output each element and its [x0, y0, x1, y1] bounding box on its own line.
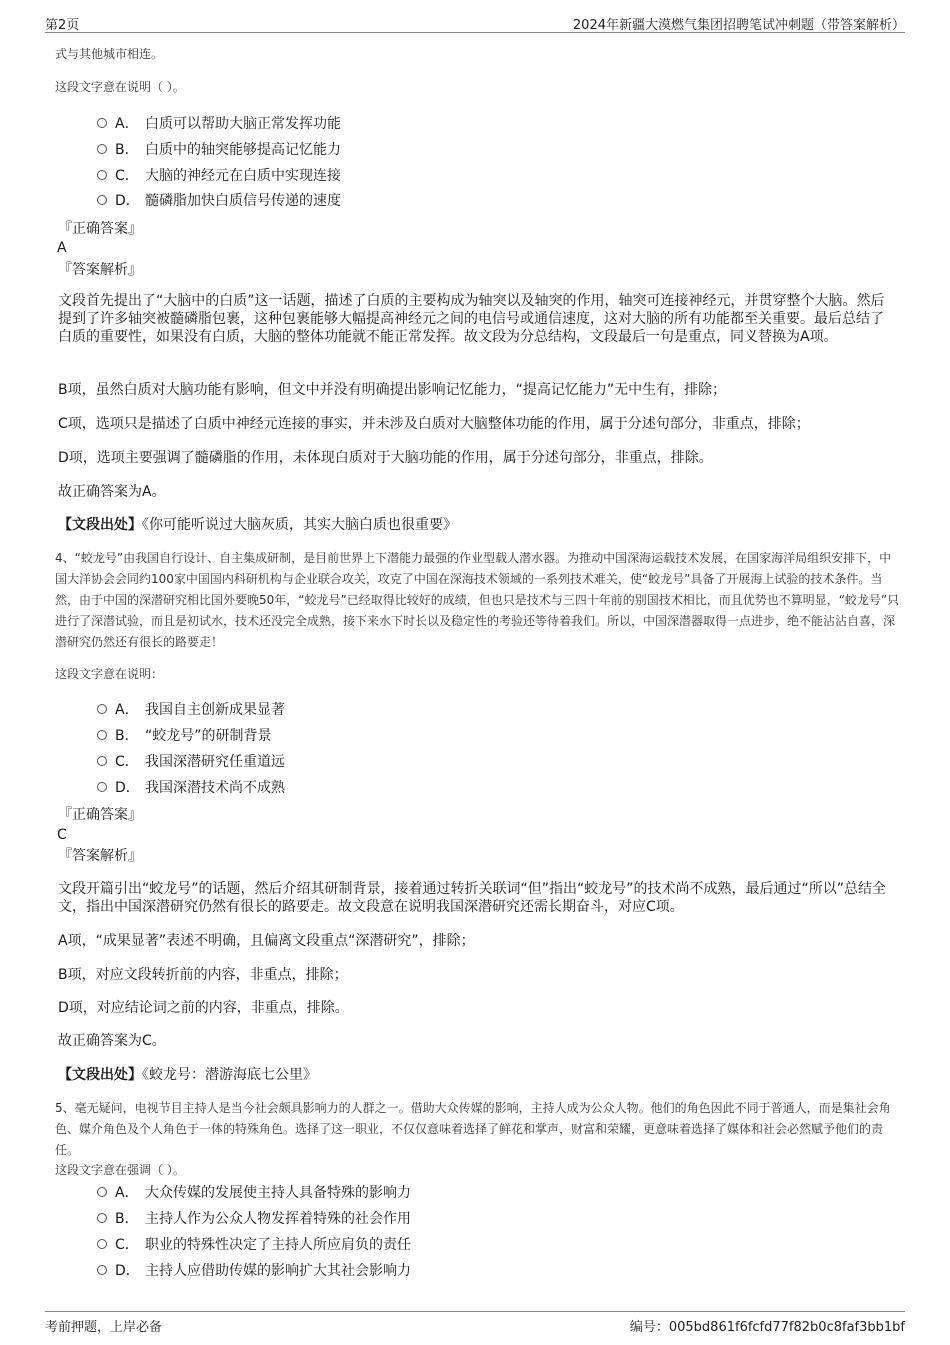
- q5-prompt: 这段文字意在强调（ ）。: [55, 1163, 185, 1177]
- source-text: 《你可能听说过大脑灰质，其实大脑白质也很重要》: [142, 517, 457, 533]
- q3-option-b[interactable]: B． 白质中的轴突能够提高记忆能力: [97, 139, 341, 161]
- q4-option-c[interactable]: C． 我国深潜研究任重道远: [97, 751, 285, 773]
- q5-option-c[interactable]: C． 职业的特殊性决定了主持人所应肩负的责任: [97, 1234, 411, 1256]
- q4-analysis-paragraph: 故正确答案为C。: [58, 1033, 166, 1049]
- q3-option-a[interactable]: A． 白质可以帮助大脑正常发挥功能: [97, 113, 341, 135]
- page-footer: [45, 1311, 905, 1336]
- q4-prompt: 这段文字意在说明：: [55, 667, 164, 681]
- footer-note: 考前押题，上岸必备: [45, 1320, 163, 1335]
- q5-passage: 5、毫无疑问，电视节目主持人是当今社会颇具影响力的人群之一。借助大众传媒的影响，主持人成为公众人物。他们的角色因此不同于普通人，而是集社会角色、媒介角色及个人角色于一体的特殊角色。选择了这一职业，不仅仅意味着选择了鲜花和掌声，财富和荣耀，更意味着选择了媒体和社会必然赋予他们的责任。: [55, 1101, 891, 1157]
- q3-answer: A: [57, 240, 67, 256]
- q4-analysis-label: 『答案解析』: [58, 848, 142, 864]
- q3-option-d[interactable]: D． 髓磷脂加快白质信号传递的速度: [97, 190, 341, 212]
- radio-icon[interactable]: [97, 782, 107, 792]
- q4-analysis-paragraph: D项，对应结论词之前的内容，非重点，排除。: [58, 1000, 349, 1016]
- radio-icon[interactable]: [97, 730, 107, 740]
- q4-option-d[interactable]: D． 我国深潜技术尚不成熟: [97, 777, 285, 799]
- source-text: 《蛟龙号：潜游海底七公里》: [142, 1067, 317, 1083]
- radio-icon[interactable]: [97, 1239, 107, 1249]
- q5-option-b[interactable]: B． 主持人作为公众人物发挥着特殊的社会作用: [97, 1208, 411, 1230]
- q4-answer: C: [57, 827, 67, 843]
- radio-icon[interactable]: [97, 170, 107, 180]
- q3-analysis-paragraph: 故正确答案为A。: [58, 484, 166, 500]
- radio-icon[interactable]: [97, 1213, 107, 1223]
- q4-analysis-paragraph: 文段开篇引出“蛟龙号”的话题，然后介绍其研制背景，接着通过转折关联词“但”指出“蛟龙号”的技术尚不成熟，最后通过“所以”总结全文，指出中国深潜研究仍然有很长的路要走。故文段意在说明我国深潜研究还需长期奋斗，对应C项。: [58, 881, 887, 915]
- q3-source: [58, 516, 457, 534]
- q4-option-a[interactable]: A． 我国自主创新成果显著: [97, 699, 285, 721]
- q3-analysis-paragraph: B项，虽然白质对大脑功能有影响，但文中并没有明确提出影响记忆能力，“提高记忆能力”无中生有，排除；: [58, 382, 727, 398]
- radio-icon[interactable]: [97, 704, 107, 714]
- q3-analysis-paragraph: D项，选项主要强调了髓磷脂的作用，未体现白质对于大脑功能的作用，属于分述句部分，非重点，排除。: [58, 450, 713, 466]
- q3-passage-tail: 式与其他城市相连。: [55, 47, 164, 61]
- radio-icon[interactable]: [97, 756, 107, 766]
- q3-analysis-label: 『答案解析』: [58, 262, 142, 278]
- radio-icon[interactable]: [97, 118, 107, 128]
- q5-option-d[interactable]: D． 主持人应借助传媒的影响扩大其社会影响力: [97, 1260, 411, 1282]
- q4-analysis-paragraph: B项，对应文段转折前的内容，非重点，排除；: [58, 967, 348, 983]
- radio-icon[interactable]: [97, 144, 107, 154]
- q3-prompt: 这段文字意在说明（ ）。: [55, 80, 185, 94]
- q4-source: [58, 1066, 317, 1084]
- radio-icon[interactable]: [97, 1265, 107, 1275]
- q4-option-b[interactable]: B． “蛟龙号”的研制背景: [97, 725, 272, 747]
- q4-passage: 4、“蛟龙号”由我国自行设计、自主集成研制，是目前世界上下潜能力最强的作业型载人潜水器。为推动中国深海运载技术发展，在国家海洋局组织安排下，中国大洋协会会同约100家中国国内科研机构与企业联合攻关，攻克了中国在深海技术领域的一系列技术难关，使“蛟龙号”具备了开展海上试验的技术条件。当然，由于中国的深潜研究相比国外要晚50年，“蛟龙号”已经取得比较好的成绩，但也只是技术与三四十年前的别国技术相比，而且优势也不算明显，“蛟龙号”只进行了深潜试验，而且是初试水，技术还没完全成熟，接下来水下时长以及稳定性的考验还等待着我们。所以，中国深潜器取得一点进步，绝不能沾沾自喜，深潜研究仍然还有很长的路要走！: [55, 551, 900, 649]
- code-label: 编号：: [629, 1320, 669, 1335]
- document-title: 2024年新疆大漠燃气集团招聘笔试冲刺题（带答案解析）: [572, 18, 905, 33]
- document-code: [630, 1316, 905, 1335]
- page-number: 第2页: [45, 18, 80, 33]
- q3-option-c[interactable]: C． 大脑的神经元在白质中实现连接: [97, 165, 341, 187]
- q3-answer-label: 『正确答案』: [58, 221, 142, 237]
- q3-analysis-paragraph: C项，选项只是描述了白质中神经元连接的事实，并未涉及白质对大脑整体功能的作用，属于分述句部分，非重点，排除；: [58, 416, 810, 432]
- q5-option-a[interactable]: A． 大众传媒的发展使主持人具备特殊的影响力: [97, 1182, 411, 1204]
- code-value: 005bd861f6fcfd77f82b0c8faf3bb1bf: [668, 1320, 905, 1335]
- radio-icon[interactable]: [97, 195, 107, 205]
- q4-analysis-paragraph: A项，“成果显著”表述不明确，且偏离文段重点“深潜研究”，排除；: [58, 933, 475, 949]
- page-header: [45, 10, 905, 33]
- q3-analysis-paragraph: 文段首先提出了“大脑中的白质”这一话题，描述了白质的主要构成为轴突以及轴突的作用，轴突可连接神经元，并贯穿整个大脑。然后提到了许多轴突被髓磷脂包裹，这种包裹能够大幅提高神经元之间的电信号或通信速度，这对大脑的所有功能都至关重要。最后总结了白质的重要性，如果没有白质，大脑的整体功能就不能正常发挥。故文段为分总结构，文段最后一句是重点，同义替换为A项。: [58, 293, 885, 345]
- q4-answer-label: 『正确答案』: [58, 807, 142, 823]
- source-label: 【文段出处】: [58, 517, 142, 533]
- radio-icon[interactable]: [97, 1187, 107, 1197]
- source-label: 【文段出处】: [58, 1067, 142, 1083]
